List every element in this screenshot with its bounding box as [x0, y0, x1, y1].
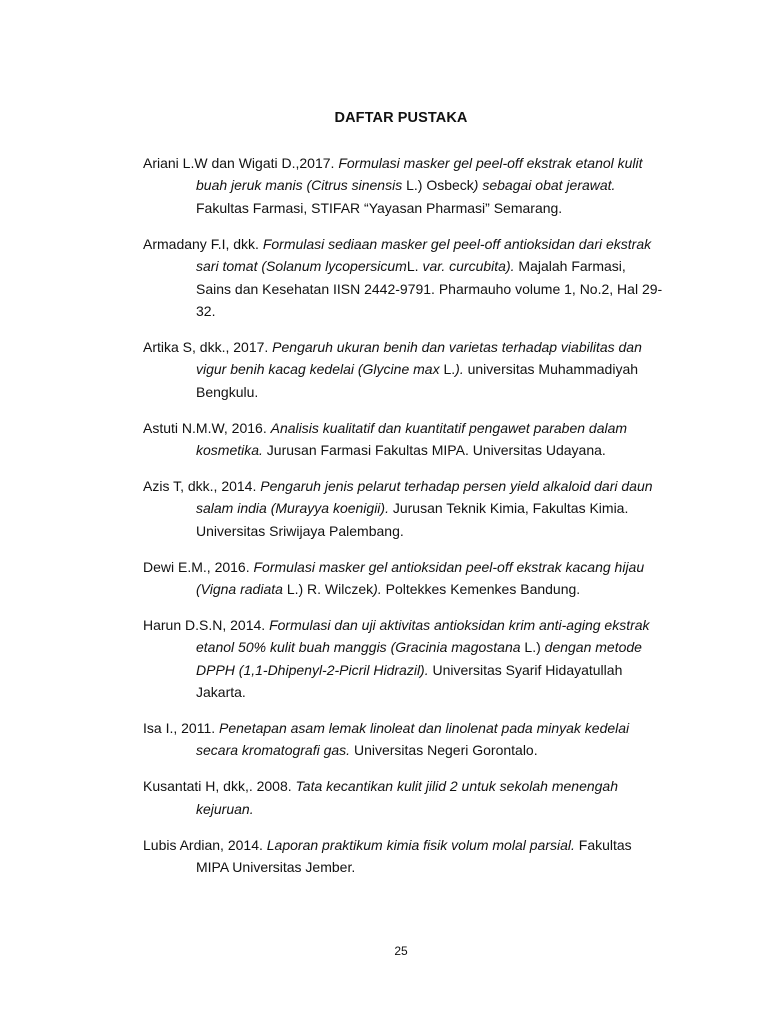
reference-entry	[143, 475, 663, 542]
reference-entry	[143, 834, 663, 879]
reference-title-cont: ).	[455, 361, 464, 378]
reference-publisher: Poltekkes Kemenkes Bandung.	[381, 581, 581, 597]
reference-title: Formulasi sediaan masker gel peel-off antioksidan dari ekstrak sari tomat (Solanum lycopersicum	[196, 235, 652, 275]
reference-author: Artika S, dkk., 2017.	[143, 338, 273, 355]
reference-mid: L.	[443, 361, 456, 378]
reference-entry	[143, 233, 663, 323]
reference-title: Penetapan asam lemak linoleat dan linolenat pada minyak kedelai secara kromatografi gas.	[196, 720, 630, 759]
reference-title: Formulasi dan uji aktivitas antioksidan krim anti-aging ekstrak etanol 50% kulit buah manggis (Gracinia magostana	[196, 616, 650, 656]
reference-mid: L.	[406, 258, 423, 275]
reference-entry	[143, 614, 663, 704]
reference-title-cont: var. curcubita).	[422, 258, 515, 275]
reference-list	[143, 152, 663, 892]
reference-entry	[143, 417, 663, 462]
reference-entry	[143, 717, 663, 762]
page-title: DAFTAR PUSTAKA	[334, 110, 468, 126]
reference-title: Tata kecantikan kulit jilid 2 untuk sekolah menengah kejuruan.	[196, 778, 618, 817]
reference-publisher: universitas Muhammadiyah Bengkulu.	[196, 361, 639, 400]
reference-author: Azis T, dkk., 2014.	[143, 477, 261, 494]
reference-title: Formulasi masker gel antioksidan peel-off ekstrak kacang hijau (Vigna radiata	[196, 558, 645, 597]
reference-author: Ariani L.W dan Wigati D.,2017.	[143, 155, 339, 171]
reference-author: Kusantati H, dkk,. 2008.	[143, 778, 296, 795]
reference-publisher: Fakultas MIPA Universitas Jember.	[196, 836, 632, 876]
reference-publisher: Fakultas Farmasi, STIFAR “Yayasan Pharmasi” Semarang.	[196, 199, 563, 216]
reference-title-cont: ).	[373, 581, 382, 597]
reference-title-cont: ) sebagai obat jerawat.	[473, 177, 616, 194]
reference-title: Analisis kualitatif dan kuantitatif pengawet paraben dalam kosmetika.	[196, 419, 628, 458]
reference-mid: L.) R. Wilczek	[286, 581, 374, 597]
reference-title: Laporan praktikum kimia fisik volum molal parsial.	[266, 836, 575, 853]
reference-publisher: Jurusan Teknik Kimia, Fakultas Kimia. Universitas Sriwijaya Palembang.	[196, 500, 629, 539]
reference-mid: L.) Osbeck	[406, 177, 474, 194]
reference-publisher: Universitas Syarif Hidayatullah Jakarta.	[196, 661, 623, 701]
reference-entry	[143, 556, 663, 601]
reference-author: Astuti N.M.W, 2016.	[143, 419, 271, 436]
reference-mid: L.)	[524, 639, 541, 656]
reference-entry	[143, 336, 663, 403]
reference-publisher: Majalah Farmasi, Sains dan Kesehatan IISN 2442-9791. Pharmauho volume 1, No.2, Hal 29-32.	[196, 258, 663, 319]
reference-author: Harun D.S.N, 2014.	[143, 616, 270, 633]
page-number: 25	[394, 944, 408, 958]
reference-author: Dewi E.M., 2016.	[143, 558, 254, 575]
reference-entry	[143, 775, 663, 820]
reference-title: Pengaruh ukuran benih dan varietas terhadap viabilitas dan vigur benih kacag kedelai (Glycine max	[196, 338, 642, 378]
reference-title-cont: dengan metode DPPH (1,1-Dhipenyl-2-Picril Hidrazil).	[196, 639, 642, 678]
reference-author: Armadany F.I, dkk.	[143, 235, 263, 252]
reference-publisher: Jurusan Farmasi Fakultas MIPA. Universitas Udayana.	[262, 441, 606, 458]
reference-title: Pengaruh jenis pelarut terhadap persen yield alkaloid dari daun salam india (Murayya koenigii).	[196, 477, 653, 517]
reference-publisher: Universitas Negeri Gorontalo.	[350, 742, 538, 759]
reference-title: Formulasi masker gel peel-off ekstrak etanol kulit buah jeruk manis (Citrus sinensis	[196, 155, 643, 194]
reference-author: Lubis Ardian, 2014.	[143, 836, 267, 853]
reference-entry	[143, 152, 663, 219]
reference-author: Isa I., 2011.	[143, 720, 220, 737]
